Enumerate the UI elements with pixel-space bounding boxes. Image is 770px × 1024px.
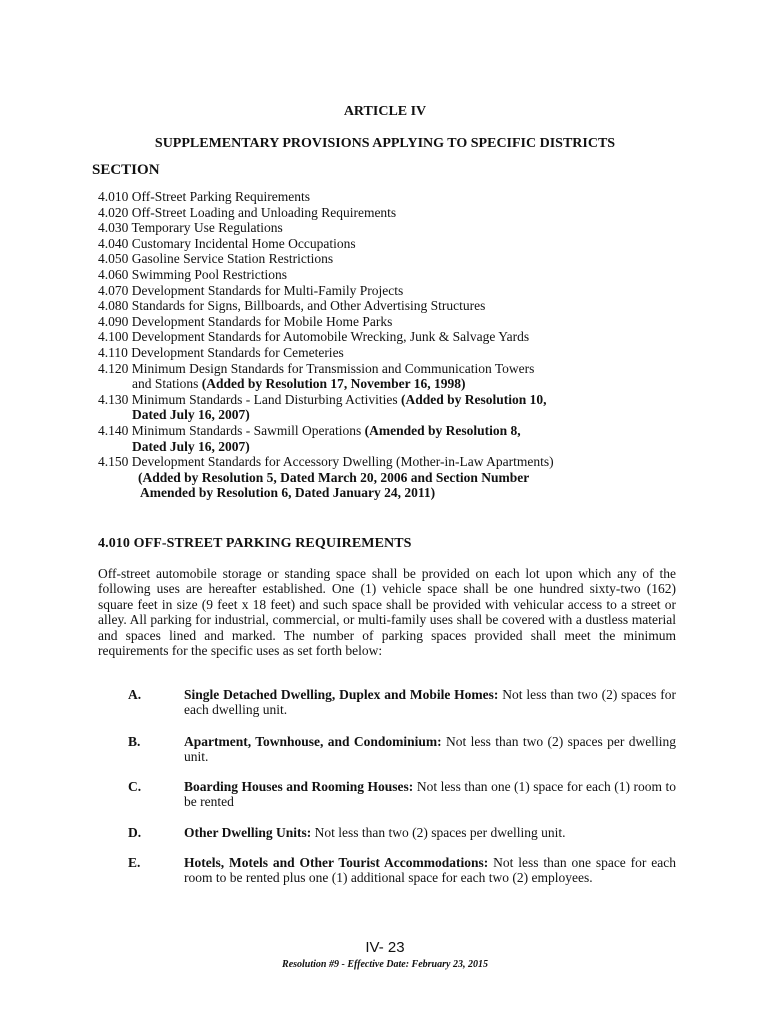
list-item-letter: B. <box>128 734 141 749</box>
toc-entry-4150-cont2 <box>98 485 688 501</box>
toc-entry-4130-note: (Added by Resolution 10, <box>400 391 547 407</box>
list-item-body <box>184 734 676 765</box>
list-item-text: Not less than two (2) spaces for each dwelling unit. <box>184 687 676 718</box>
list-item-title: Apartment, Townhouse, and Condominium: <box>184 734 442 749</box>
list-item-text: Not less than two (2) spaces per dwelling unit. <box>311 825 566 840</box>
section-heading: 4.010 OFF-STREET PARKING REQUIREMENTS <box>98 536 412 551</box>
toc-entry-4150-note: (Added by Resolution 5, Dated March 20, 2006 and Section Number <box>138 469 530 485</box>
toc-entry-4060: 4.060 Swimming Pool Restrictions <box>98 266 288 282</box>
list-item-body <box>184 687 676 718</box>
toc-entry-4050: 4.050 Gasoline Service Station Restrictions <box>98 251 334 267</box>
toc-entry-4040: 4.040 Customary Incidental Home Occupations <box>98 235 356 251</box>
toc-entry-4090: 4.090 Development Standards for Mobile Home Parks <box>98 313 393 329</box>
toc-entry-4130 <box>98 392 688 408</box>
section-label: SECTION <box>92 162 160 178</box>
toc-entry-4120: 4.120 Minimum Design Standards for Transmission and Communication Towers <box>98 360 535 376</box>
article-subtitle: SUPPLEMENTARY PROVISIONS APPLYING TO SPECIFIC DISTRICTS <box>154 136 616 151</box>
toc-entry-4140-plain: 4.140 Minimum Standards - Sawmill Operations <box>98 422 365 438</box>
list-item-title: Boarding Houses and Rooming Houses: <box>184 779 414 794</box>
list-item-body <box>184 825 676 840</box>
toc-entry-4070: 4.070 Development Standards for Multi-Family Projects <box>98 282 404 298</box>
toc-entry-4150-cont <box>98 470 688 486</box>
toc-entry-4140-note: (Amended by Resolution 8, <box>364 422 521 438</box>
toc-entry-4130-cont <box>98 407 688 423</box>
list-item-text: Not less than two (2) spaces per dwelling unit. <box>184 734 677 765</box>
toc-entry-4110: 4.110 Development Standards for Cemeteries <box>98 344 344 360</box>
list-item-letter: C. <box>128 779 142 794</box>
list-item-title: Other Dwelling Units: <box>184 825 312 840</box>
list-item-title: Hotels, Motels and Other Tourist Accommodations: <box>184 855 489 870</box>
section-paragraph: Off-street automobile storage or standing space shall be provided on each lot upon which any of the following uses are hereafter established. One (1) vehicle space shall be one hundred sixty-two (162) square feet in size (9 feet x 18 feet) and such space shall be provided with vehicular access to a street or alley. All parking for industrial, commercial, or multi-family uses shall be covered with a dustless material and spaces lined and marked. The number of parking spaces provided shall meet the minimum requirements for the specific uses as set forth below: <box>98 566 676 659</box>
list-item-body <box>184 855 676 886</box>
footer-resolution: Resolution #9 - Effective Date: February 23, 2015 <box>282 959 488 970</box>
toc-entry-4150-note-cont: Amended by Resolution 6, Dated January 24, 2011) <box>140 485 436 501</box>
toc-entry-4120-note: (Added by Resolution 17, November 16, 1998) <box>201 376 466 392</box>
list-item-letter: E. <box>128 855 141 870</box>
toc-entry-4080: 4.080 Standards for Signs, Billboards, and Other Advertising Structures <box>98 298 486 314</box>
list-item-body <box>184 779 676 810</box>
toc-entry-4100: 4.100 Development Standards for Automobile Wrecking, Junk & Salvage Yards <box>98 329 530 345</box>
toc-entry-4150: 4.150 Development Standards for Accessory Dwelling (Mother-in-Law Apartments) <box>98 454 554 470</box>
toc-entry-4140-note-cont: Dated July 16, 2007) <box>132 438 250 454</box>
toc-entry-4030: 4.030 Temporary Use Regulations <box>98 220 283 236</box>
toc-entry-4130-note-cont: Dated July 16, 2007) <box>132 407 250 423</box>
list-item-title: Single Detached Dwelling, Duplex and Mobile Homes: <box>184 687 499 702</box>
list-item-letter: D. <box>128 825 142 840</box>
toc-entry-4140 <box>98 423 688 439</box>
toc-entry-4020: 4.020 Off-Street Loading and Unloading Requirements <box>98 204 397 220</box>
toc-entry-4120-plain: and Stations <box>132 376 202 392</box>
list-item-letter: A. <box>128 687 142 702</box>
list-item-text: Not less than one (1) space for each (1) room to be rented <box>184 779 676 810</box>
list-item-text: Not less than one space for each room to be rented plus one (1) additional space for each two (2) employees. <box>184 855 677 886</box>
toc-entry-4130-plain: 4.130 Minimum Standards - Land Disturbing Activities <box>98 391 401 407</box>
toc-entry-4120-cont <box>98 376 688 392</box>
toc-entry-4140-cont <box>98 439 688 455</box>
page-number: IV- 23 <box>365 939 405 956</box>
toc-entry-4010: 4.010 Off-Street Parking Requirements <box>98 189 310 204</box>
article-title: ARTICLE IV <box>343 104 427 119</box>
table-of-contents <box>98 189 688 501</box>
